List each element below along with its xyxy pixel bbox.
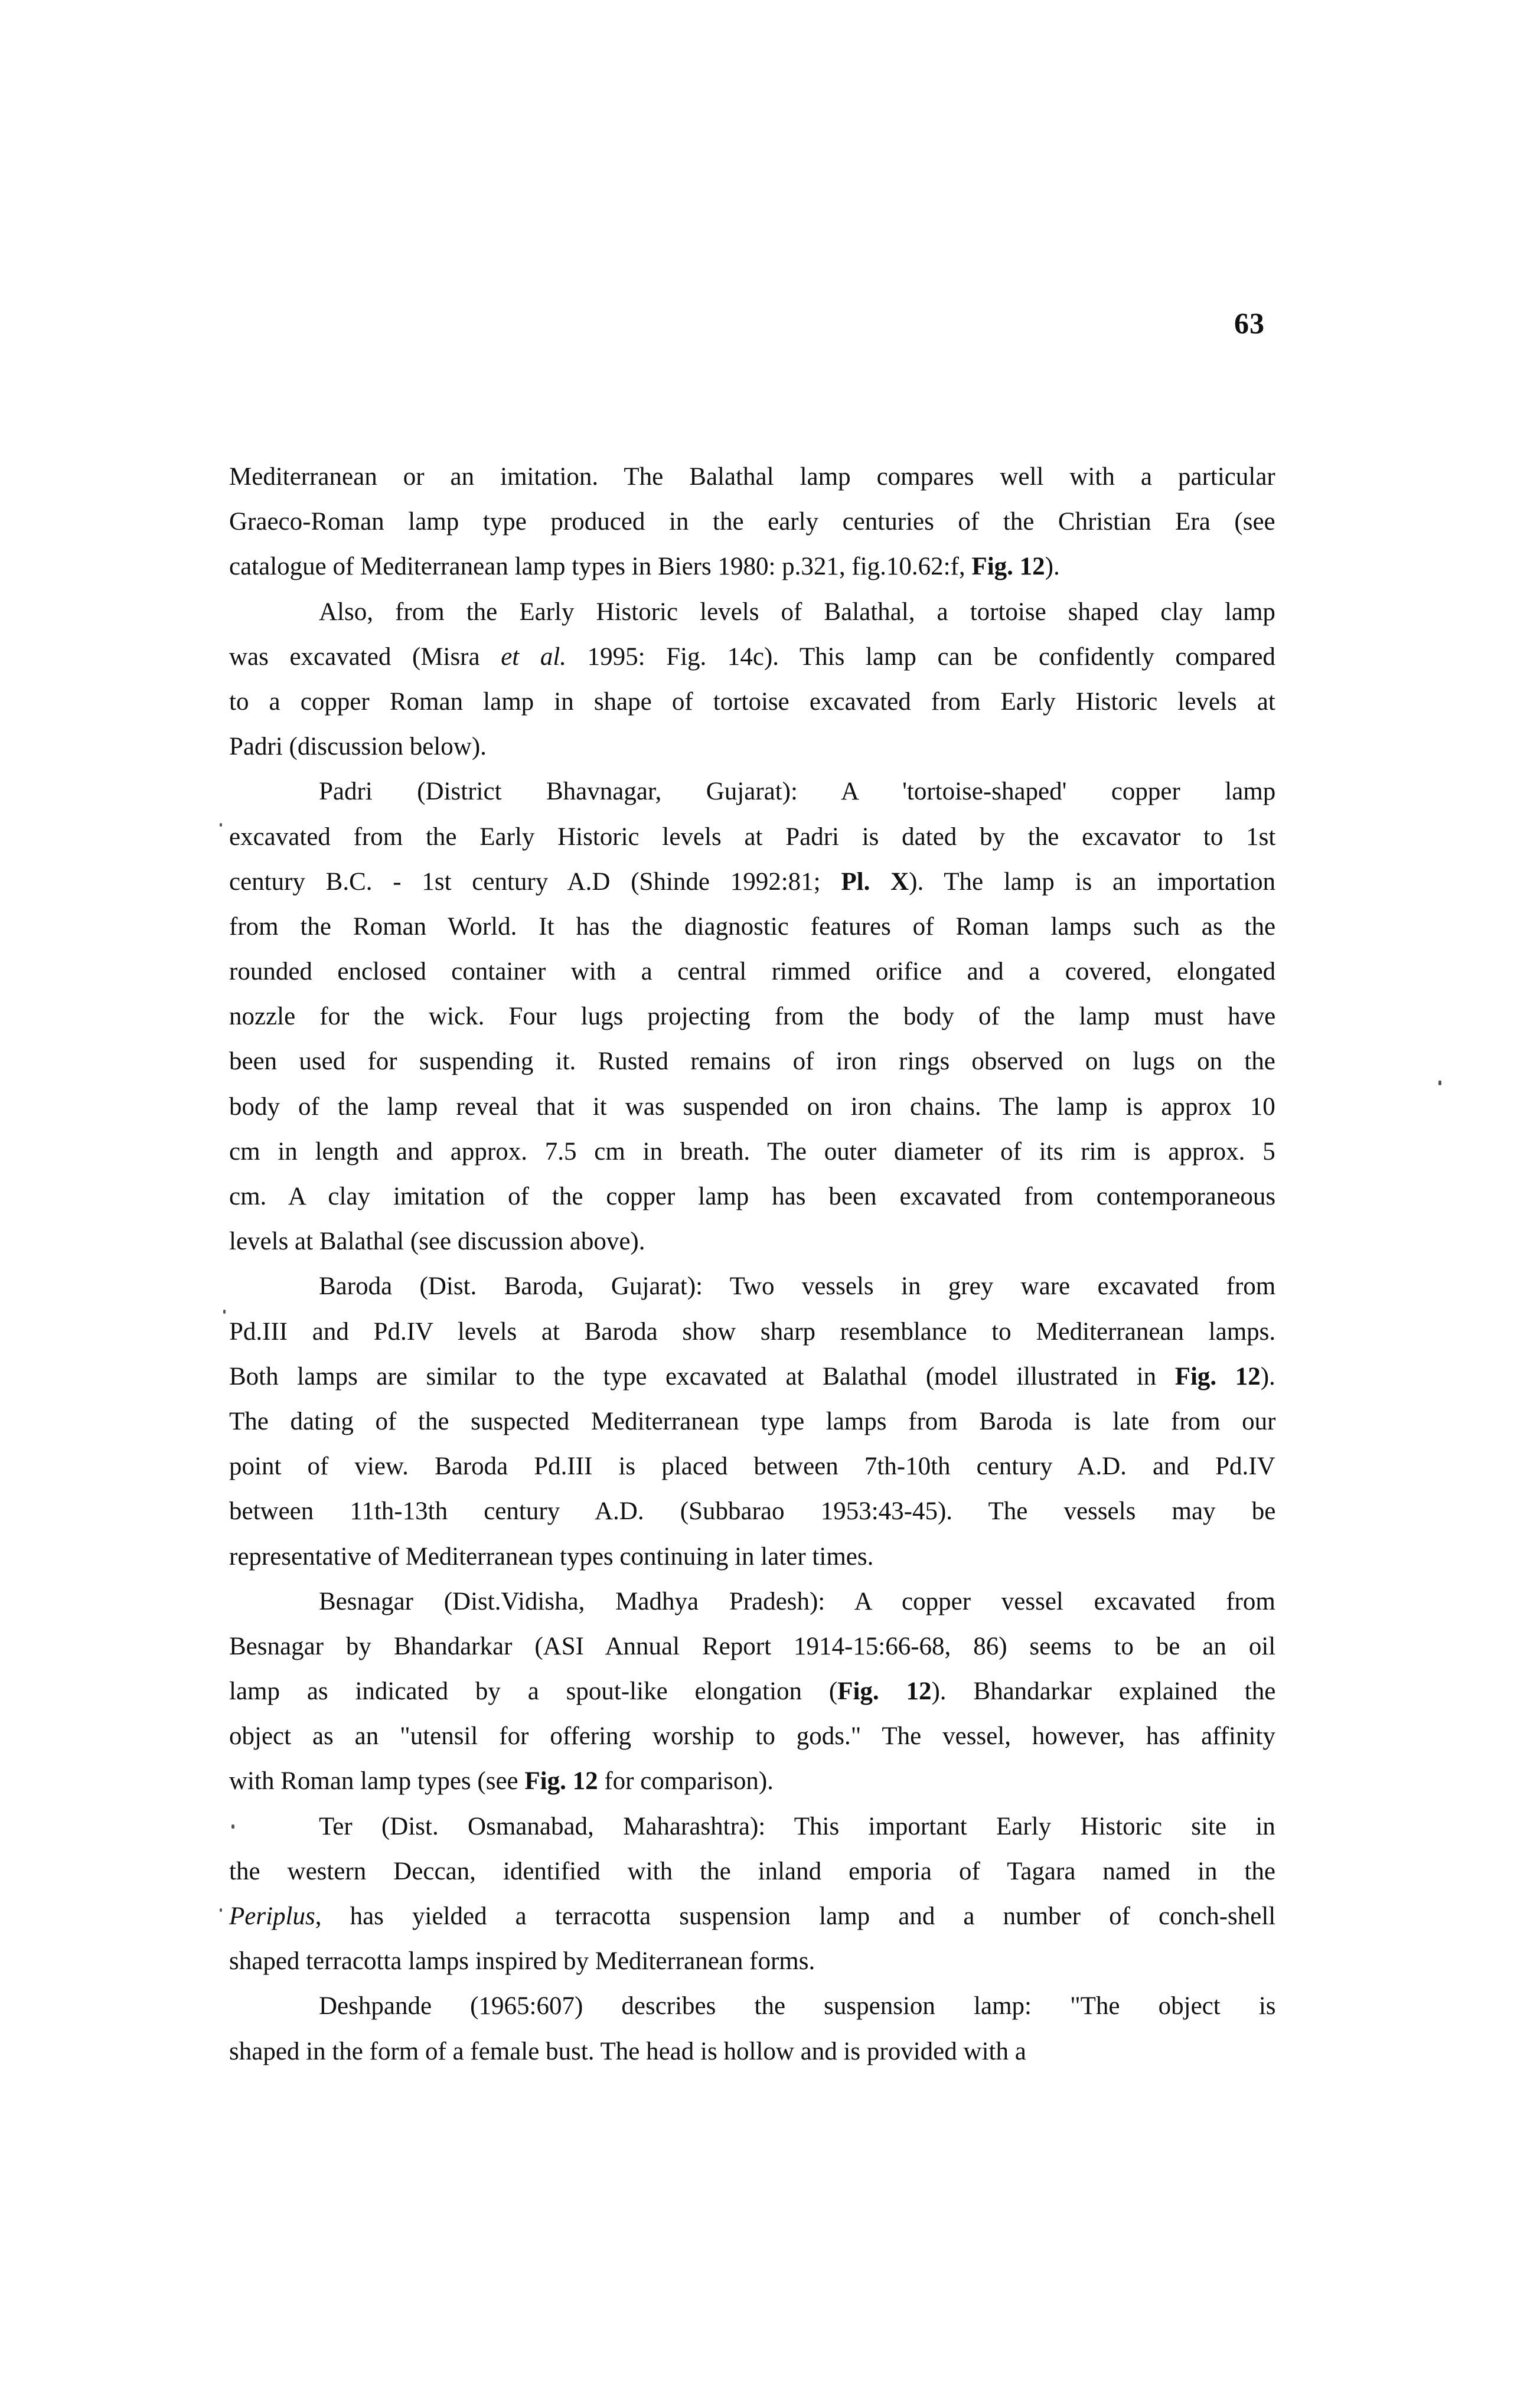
text-line: [229, 860, 1275, 905]
paragraph-baroda: [229, 1264, 1275, 1579]
scan-speck: [220, 823, 222, 827]
scan-speck: [1438, 1081, 1441, 1085]
text-run: for comparison).: [598, 1767, 774, 1796]
paragraph-balathal-continued: [229, 455, 1275, 590]
scan-speck: [231, 1824, 234, 1829]
paragraph-deshpande: [229, 1984, 1275, 2074]
text-run: ).: [1260, 1362, 1275, 1391]
text-run: ).: [1045, 553, 1060, 581]
text-line: [229, 1759, 1275, 1804]
figure-reference: Fig. 12: [837, 1677, 932, 1706]
text-line: [229, 1354, 1275, 1399]
text-line: body of the lamp reveal that it was suspended on iron chains. The lamp is approx 10: [229, 1092, 1275, 1121]
text-line: levels at Balathal (see discussion above).: [229, 1228, 645, 1256]
text-line: rounded enclosed container with a central rimmed orifice and a covered, elongated: [229, 958, 1276, 986]
text-line: between 11th-13th century A.D. (Subbarao 1953:43-45). The vessels may be: [229, 1497, 1276, 1526]
body-text: [229, 455, 1275, 2074]
text-line: Besnagar by Bhandarkar (ASI Annual Report 1914-15:66-68, 86) seems to be an oil: [229, 1632, 1276, 1660]
text-run: century B.C. - 1st century A.D (Shinde 1992:81;: [229, 867, 841, 896]
text-line: shaped in the form of a female bust. The head is hollow and is provided with a: [229, 2037, 1026, 2065]
text-run: with Roman lamp types (see: [229, 1767, 525, 1796]
text-line: Pd.III and Pd.IV levels at Baroda show sharp resemblance to Mediterranean lamps.: [229, 1317, 1276, 1346]
text-line: from the Roman World. It has the diagnostic features of Roman lamps such as the: [229, 912, 1276, 941]
scan-speck: [223, 1310, 226, 1314]
text-line: [229, 1894, 1275, 1939]
text-line: point of view. Baroda Pd.III is placed between 7th-10th century A.D. and Pd.IV: [229, 1453, 1275, 1481]
text-line: nozzle for the wick. Four lugs projecting from the body of the lamp must have: [229, 1003, 1276, 1031]
text-run: Both lamps are similar to the type excavated at Balathal (model illustrated in: [229, 1362, 1175, 1391]
text-run: lamp as indicated by a spout-like elongation (: [229, 1677, 838, 1706]
text-line: cm. A clay imitation of the copper lamp has been excavated from contemporaneous: [229, 1183, 1276, 1210]
text-run: catalogue of Mediterranean lamp types in Biers 1980: p.321, fig.10.62:f,: [229, 553, 972, 581]
text-run: , has yielded a terracotta suspension lamp and a number of conch-shell: [315, 1902, 1276, 1930]
figure-reference: Fig. 12: [1174, 1362, 1261, 1391]
text-line: Ter (Dist. Osmanabad, Maharashtra): This important Early Historic site in: [319, 1812, 1275, 1840]
text-line: representative of Mediterranean types continuing in later times.: [229, 1542, 874, 1571]
text-line: Graeco-Roman lamp type produced in the early centuries of the Christian Era (see: [229, 508, 1275, 536]
text-line: been used for suspending it. Rusted remains of iron rings observed on lugs on the: [229, 1047, 1275, 1076]
text-line: to a copper Roman lamp in shape of tortoise excavated from Early Historic levels at: [229, 687, 1275, 716]
figure-reference: Fig. 12: [524, 1767, 598, 1796]
text-line: Padri (discussion below).: [229, 733, 487, 761]
text-line: Baroda (Dist. Baroda, Gujarat): Two vessels in grey ware excavated from: [319, 1272, 1276, 1301]
text-line: shaped terracotta lamps inspired by Mediterranean forms.: [229, 1947, 815, 1976]
text-run: ). Bhandarkar explained the: [931, 1677, 1276, 1706]
italic-term: et al.: [501, 642, 567, 671]
text-run: ). The lamp is an importation: [909, 867, 1275, 896]
text-line: Padri (District Bhavnagar, Gujarat): A 'tortoise-shaped' copper lamp: [319, 778, 1276, 806]
text-line: Mediterranean or an imitation. The Balathal lamp compares well with a particular: [229, 463, 1275, 491]
text-line: [229, 544, 1275, 589]
paragraph-ter: [229, 1804, 1275, 1985]
text-line: excavated from the Early Historic levels at Padri is dated by the excavator to 1st: [229, 822, 1276, 851]
text-run: was excavated (Misra: [229, 642, 501, 671]
text-line: object as an "utensil for offering worship to gods." The vessel, however, has affinity: [229, 1722, 1275, 1751]
figure-reference: Fig. 12: [971, 553, 1045, 581]
paragraph-balathal-tortoise: [229, 590, 1275, 770]
text-line: Also, from the Early Historic levels of Balathal, a tortoise shaped clay lamp: [319, 598, 1275, 626]
page-number: 63: [1234, 306, 1265, 340]
text-line: The dating of the suspected Mediterranean type lamps from Baroda is late from our: [229, 1407, 1276, 1435]
text-line: [229, 1669, 1275, 1714]
paragraph-besnagar: [229, 1579, 1275, 1804]
scan-speck: [220, 1908, 222, 1912]
text-line: [229, 635, 1275, 680]
text-line: cm in length and approx. 7.5 cm in breath. The outer diameter of its rim is approx. 5: [229, 1137, 1275, 1166]
italic-term: Periplus: [229, 1902, 315, 1930]
text-line: Besnagar (Dist.Vidisha, Madhya Pradesh): A copper vessel excavated from: [319, 1587, 1275, 1615]
text-line: the western Deccan, identified with the inland emporia of Tagara named in the: [229, 1857, 1275, 1885]
text-run: 1995: Fig. 14c). This lamp can be confidently compared: [566, 642, 1275, 671]
text-line: Deshpande (1965:607) describes the suspension lamp: "The object is: [319, 1992, 1276, 2021]
figure-reference: Pl. X: [841, 867, 909, 896]
paragraph-padri: [229, 769, 1275, 1264]
